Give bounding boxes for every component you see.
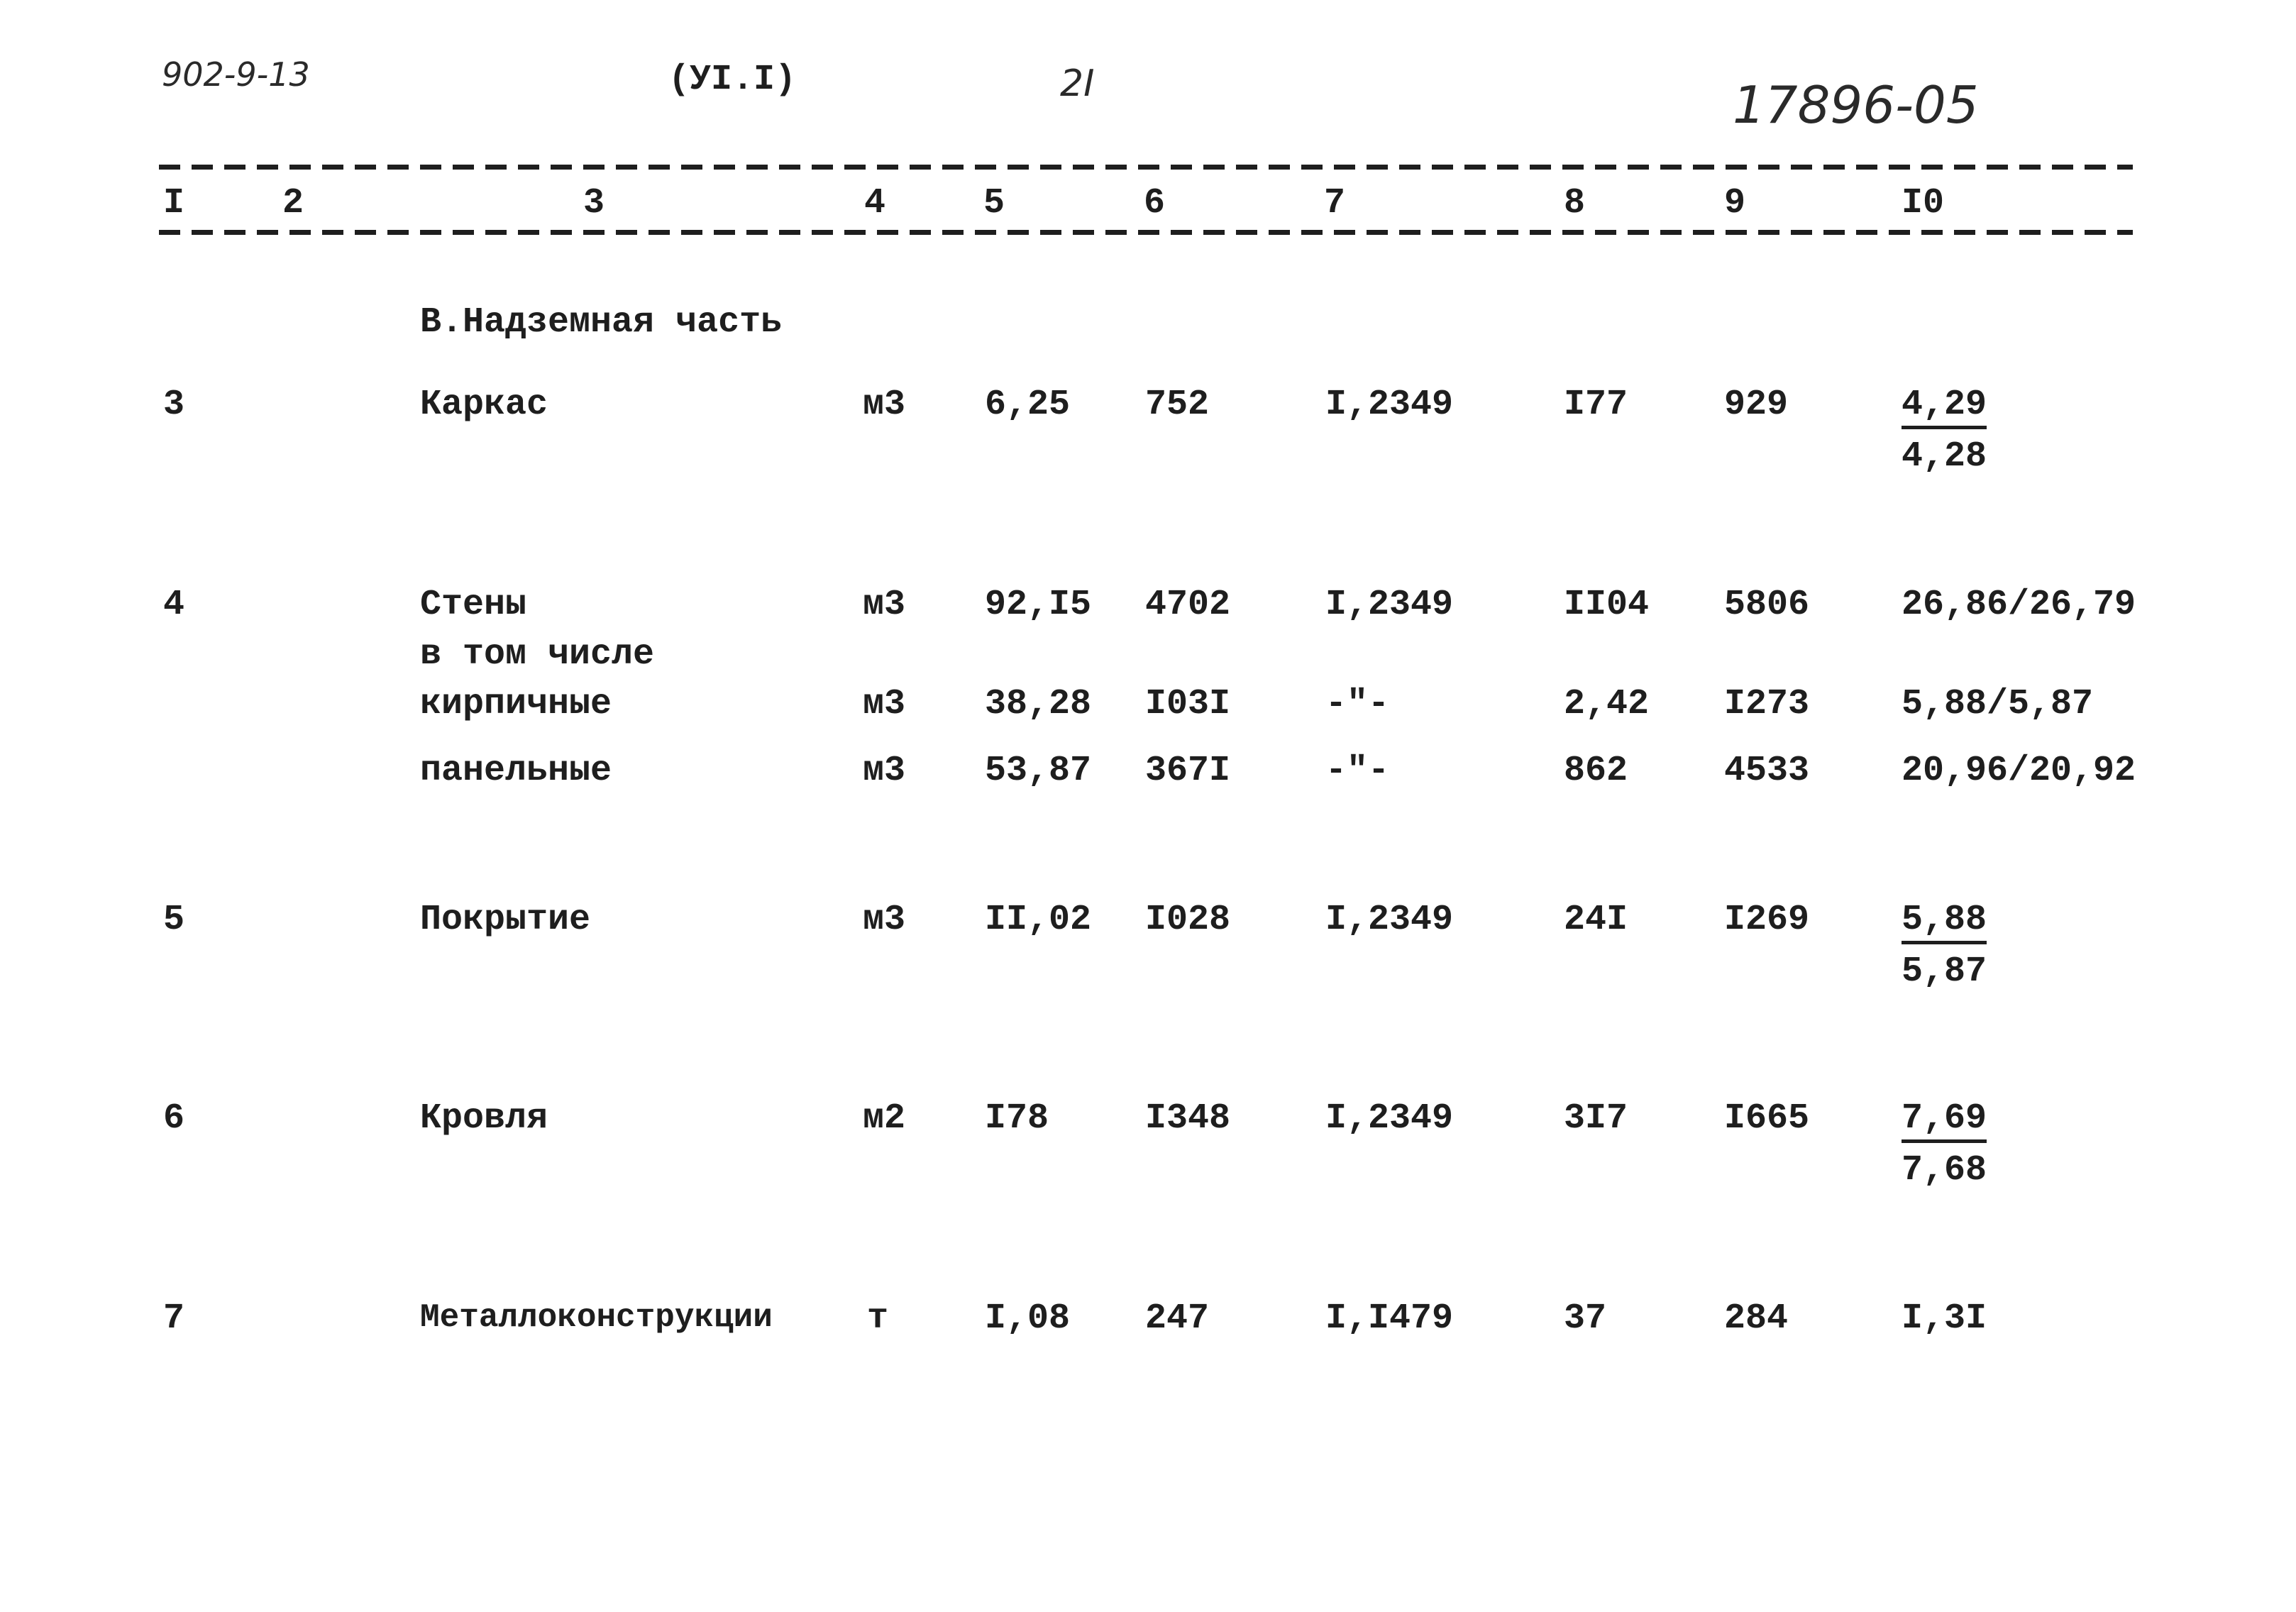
cell-col5: I78: [985, 1098, 1049, 1139]
unit: м3: [863, 684, 906, 724]
unit: м2: [863, 1098, 906, 1139]
section-title: В.Надземная часть: [420, 302, 783, 343]
cell-col9: I273: [1724, 684, 1810, 724]
unit: м3: [863, 585, 906, 625]
cell-col5: II,02: [985, 900, 1092, 940]
cell-col9: I269: [1724, 900, 1810, 940]
section-number: (УI.I): [668, 60, 797, 100]
cell-col8: 3I7: [1564, 1098, 1628, 1139]
cell-col6: I348: [1145, 1098, 1231, 1139]
row-number: 3: [163, 385, 185, 425]
column-header-1: I: [163, 183, 185, 223]
column-header-9: 9: [1724, 183, 1746, 223]
cell-col7: I,2349: [1325, 585, 1454, 625]
table-top-rule: [159, 165, 2133, 170]
cell-col9: 5806: [1724, 585, 1810, 625]
unit: м3: [863, 900, 906, 940]
cell-col7: -"-: [1325, 684, 1390, 724]
column-header-7: 7: [1324, 183, 1346, 223]
cell-col6: I028: [1145, 900, 1231, 940]
cell-col8: 862: [1564, 751, 1628, 791]
cell-col10-fraction: [1902, 387, 1987, 475]
row-number: 4: [163, 585, 185, 625]
item-subtitle: в том числе: [420, 634, 655, 675]
cell-col10: 5,88/5,87: [1902, 684, 2094, 724]
table-header-rule: [159, 230, 2133, 235]
item-name: кирпичные: [420, 684, 612, 724]
fraction-denominator: 7,68: [1902, 1150, 1987, 1191]
column-header-3: 3: [583, 183, 605, 223]
cell-col6: 752: [1145, 385, 1210, 425]
cell-col5: 53,87: [985, 751, 1092, 791]
cell-col9: 4533: [1724, 751, 1810, 791]
cell-col8: 2,42: [1564, 684, 1650, 724]
column-header-6: 6: [1144, 183, 1166, 223]
inventory-number: 17896-05: [1733, 75, 1979, 135]
cell-col5: 6,25: [985, 385, 1071, 425]
cell-col9: I665: [1724, 1098, 1810, 1139]
cell-col7: I,2349: [1325, 385, 1454, 425]
fraction-numerator: 7,69: [1902, 1101, 1987, 1143]
cell-col8: 24I: [1564, 900, 1628, 940]
cell-col6: 247: [1145, 1298, 1210, 1339]
unit: т: [867, 1298, 889, 1339]
cell-col7: -"-: [1325, 751, 1390, 791]
cell-col8: II04: [1564, 585, 1650, 625]
row-number: 6: [163, 1098, 185, 1139]
fraction-numerator: 4,29: [1902, 387, 1987, 429]
fraction-denominator: 4,28: [1902, 436, 1987, 477]
cell-col6: 4702: [1145, 585, 1231, 625]
cell-col5: I,08: [985, 1298, 1071, 1339]
fraction-denominator: 5,87: [1902, 951, 1987, 992]
cell-col5: 38,28: [985, 684, 1092, 724]
cell-col6: 367I: [1145, 751, 1231, 791]
page-number: 2I: [1060, 62, 1095, 105]
cell-col10: 20,96/20,92: [1902, 751, 2136, 791]
item-name: Каркас: [420, 385, 548, 425]
cell-col5: 92,I5: [985, 585, 1092, 625]
row-number: 7: [163, 1298, 185, 1339]
row-number: 5: [163, 900, 185, 940]
cell-col6: I03I: [1145, 684, 1231, 724]
cell-col10-fraction: [1902, 1098, 1987, 1191]
fraction-numerator: 5,88: [1902, 902, 1987, 944]
item-name: Стены: [420, 585, 527, 625]
column-header-4: 4: [864, 183, 886, 223]
item-name: Металлоконструкции: [420, 1299, 773, 1336]
unit: м3: [863, 751, 906, 791]
cell-col9: 284: [1724, 1298, 1789, 1339]
cell-col8: 37: [1564, 1298, 1607, 1339]
cell-col10-fraction: [1902, 902, 1987, 990]
unit: м3: [863, 385, 906, 425]
cell-col9: 929: [1724, 385, 1789, 425]
column-header-8: 8: [1564, 183, 1586, 223]
item-name: Кровля: [420, 1098, 548, 1139]
cell-col10: I,3I: [1902, 1298, 1987, 1339]
cell-col8: I77: [1564, 385, 1628, 425]
cell-col10: 26,86/26,79: [1902, 585, 2136, 625]
column-header-2: 2: [282, 183, 304, 223]
item-name: Покрытие: [420, 900, 591, 940]
cell-col7: I,I479: [1325, 1298, 1454, 1339]
document-code: 902-9-13: [162, 55, 310, 94]
cell-col7: I,2349: [1325, 900, 1454, 940]
cell-col7: I,2349: [1325, 1098, 1454, 1139]
column-header-10: I0: [1902, 183, 1945, 223]
item-name: панельные: [420, 751, 612, 791]
column-header-5: 5: [983, 183, 1005, 223]
